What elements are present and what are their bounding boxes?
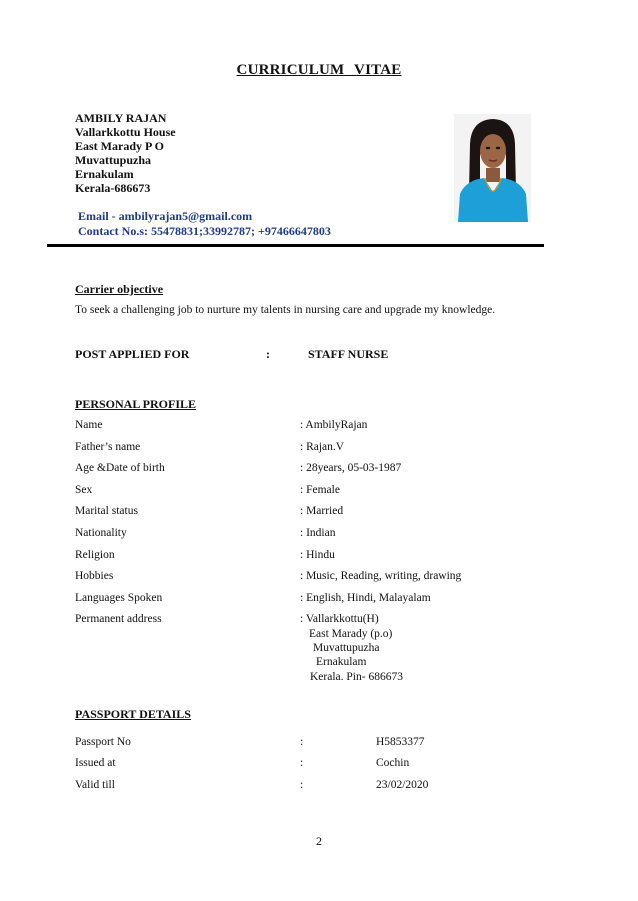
passport-value: Cochin [376, 757, 410, 769]
post-colon: : [266, 347, 270, 361]
profile-label: Age &Date of birth [75, 462, 165, 474]
profile-label: Hobbies [75, 570, 114, 582]
profile-label: Marital status [75, 505, 138, 517]
page-title: CURRICULUM VITAE [236, 62, 402, 78]
profile-value: : Rajan.V [300, 441, 345, 453]
portrait-image [454, 114, 531, 222]
passport-value: H5853377 [376, 736, 425, 748]
post-value: STAFF NURSE [308, 347, 389, 361]
profile-label: Nationality [75, 527, 127, 539]
passport-heading: PASSPORT DETAILS [75, 707, 191, 721]
address-line: Vallarkkottu House [75, 125, 176, 139]
passport-label: Passport No [75, 736, 131, 748]
passport-colon: : [300, 736, 304, 748]
profile-value: : Indian [300, 527, 336, 539]
header-divider [47, 244, 544, 247]
profile-label: Languages Spoken [75, 592, 163, 604]
profile-value: : Female [300, 484, 340, 496]
address-continuation: East Marady (p.o) [309, 628, 393, 640]
profile-photo [454, 114, 531, 222]
profile-value: : 28years, 05-03-1987 [300, 462, 402, 474]
objective-heading: Carrier objective [75, 282, 164, 296]
passport-colon: : [300, 779, 304, 791]
candidate-name: AMBILY RAJAN [75, 111, 167, 125]
profile-value: : English, Hindi, Malayalam [300, 592, 431, 604]
profile-label: Religion [75, 549, 115, 561]
address-line: Ernakulam [75, 167, 134, 181]
address-line: Kerala-686673 [75, 181, 151, 195]
profile-value: : Hindu [300, 549, 335, 561]
personal-profile-heading: PERSONAL PROFILE [75, 397, 197, 411]
address-continuation: Muvattupuzha [313, 642, 380, 654]
profile-value: : AmbilyRajan [300, 419, 368, 431]
passport-value: 23/02/2020 [376, 779, 429, 791]
profile-label: Father’s name [75, 441, 141, 453]
profile-label: Name [75, 419, 103, 431]
page-number: 2 [316, 834, 322, 848]
contact-numbers: Contact No.s: 55478831;33992787; +97466647803 [78, 224, 331, 238]
profile-value: : Married [300, 505, 344, 517]
profile-label: Permanent address [75, 613, 162, 625]
passport-colon: : [300, 757, 304, 769]
profile-value: : Music, Reading, writing, drawing [300, 570, 462, 582]
passport-label: Issued at [75, 757, 116, 769]
post-label: POST APPLIED FOR [75, 347, 190, 361]
address-continuation: Kerala. Pin- 686673 [310, 671, 403, 683]
objective-text: To seek a challenging job to nurture my talents in nursing care and upgrade my knowledge. [75, 304, 496, 316]
profile-label: Sex [75, 484, 93, 496]
address-line: East Marady P O [75, 139, 164, 153]
address-line: Muvattupuzha [75, 153, 152, 167]
address-continuation: Ernakulam [316, 656, 367, 668]
email-line: Email - ambilyrajan5@gmail.com [78, 209, 253, 223]
passport-label: Valid till [75, 779, 115, 791]
profile-value: : Vallarkkottu(H) [300, 613, 379, 625]
